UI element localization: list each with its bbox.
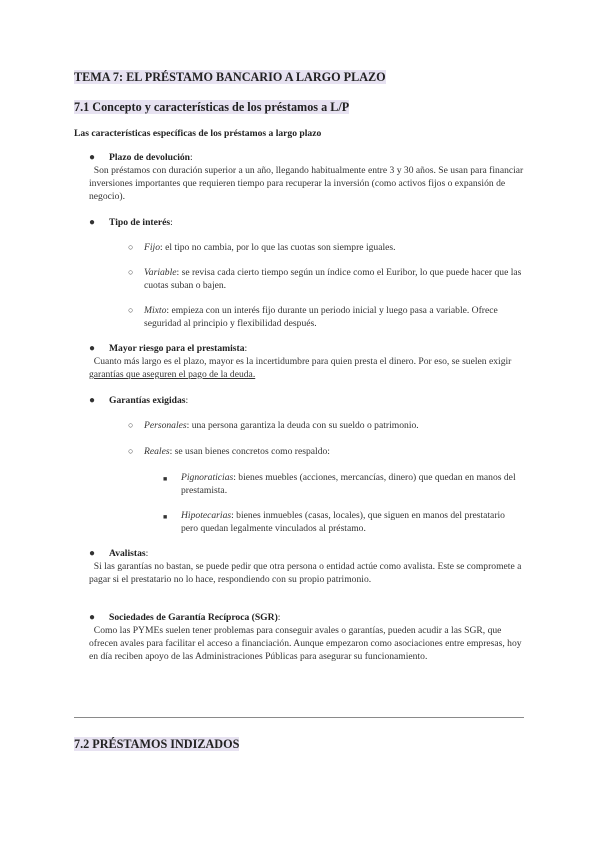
mixto-line <box>128 304 528 330</box>
interes-title: Tipo de interés <box>109 217 171 228</box>
bullet-circle-icon: ○ <box>128 420 134 430</box>
sub-fijo <box>128 241 528 254</box>
bullet-disc-icon: ● <box>89 343 96 354</box>
avalistas-desc <box>89 560 524 586</box>
personales-line <box>128 419 528 432</box>
sgr-desc-text: Como las PYMEs suelen tener problemas para conseguir avales o garantías, pueden acudir a las SGR, que ofrecen avales para facilitar el acceso a financiación. Aunque empezaron como asociaciones entre empresas, hoy en día reciben apoyo de las Administraciones Públicas para asegurar su funcionamiento. <box>89 625 522 662</box>
section-highlight: 7.1 Concepto y características de los préstamos a L/P <box>74 100 350 114</box>
bullet-interes <box>89 216 524 229</box>
hipotecarias-text: : bienes inmuebles (casas, locales), que siguen en manos del prestatario pero quedan legalmente vinculados al préstamo. <box>181 510 505 534</box>
plazo-colon: : <box>190 152 193 163</box>
hipotecarias-term: Hipotecarias <box>181 510 232 521</box>
section-heading-7-1 <box>74 100 349 115</box>
bullet-garantias <box>89 394 524 407</box>
hipotecarias-line <box>163 509 523 535</box>
intro-heading: Las características específicas de los préstamos a largo plazo <box>74 128 322 139</box>
sgr-desc <box>89 624 524 663</box>
variable-text: : se revisa cada cierto tiempo según un índice como el Euribor, lo que puede hacer que las cuotas suban o bajen. <box>144 267 522 291</box>
sgr-title: Sociedades de Garantía Recíproca (SGR) <box>109 612 278 623</box>
bullet-disc-icon: ● <box>89 152 96 163</box>
garantias-title: Garantías exigidas <box>109 395 186 406</box>
sgr-title-line <box>89 611 524 624</box>
avalistas-colon: : <box>145 548 149 559</box>
bullet-disc-icon: ● <box>89 395 96 406</box>
fijo-text: : el tipo no cambia, por lo que las cuotas son siempre iguales. <box>160 242 396 253</box>
riesgo-colon: : <box>244 343 248 354</box>
bullet-circle-icon: ○ <box>128 242 134 252</box>
page-title <box>74 70 386 85</box>
bullet-disc-icon: ● <box>89 217 96 228</box>
variable-line <box>128 266 528 292</box>
sub-mixto <box>128 304 528 330</box>
bullet-avalistas <box>89 547 524 586</box>
bullet-circle-icon: ○ <box>128 305 134 315</box>
bullet-plazo <box>89 151 524 203</box>
plazo-desc <box>89 164 524 203</box>
title-highlight: TEMA 7: EL PRÉSTAMO BANCARIO A LARGO PLAZO <box>74 70 386 84</box>
riesgo-title: Mayor riesgo para el prestamista <box>109 343 245 354</box>
bullet-circle-icon: ○ <box>128 446 134 456</box>
pignoraticias-line <box>163 471 523 497</box>
sub-personales <box>128 419 528 432</box>
garantias-colon: : <box>185 395 189 406</box>
fijo-term: Fijo <box>144 242 160 253</box>
riesgo-underlined: garantías que aseguren el pago de la deuda. <box>89 369 256 380</box>
sub-hipotecarias <box>163 509 523 535</box>
riesgo-desc <box>89 355 524 381</box>
bullet-circle-icon: ○ <box>128 267 134 277</box>
variable-term: Variable <box>144 267 177 278</box>
bullet-square-icon: ■ <box>163 475 168 483</box>
sub-pignoraticias <box>163 471 523 497</box>
section-highlight: 7.2 PRÉSTAMOS INDIZADOS <box>74 737 240 751</box>
sgr-colon: : <box>277 612 281 623</box>
reales-term: Reales <box>144 446 170 457</box>
bullet-square-icon: ■ <box>163 513 168 521</box>
pignoraticias-text: : bienes muebles (acciones, mercancías, dinero) que quedan en manos del prestamista. <box>181 472 516 496</box>
fijo-line <box>128 241 528 254</box>
avalistas-title: Avalistas <box>109 548 146 559</box>
mixto-term: Mixto <box>144 305 167 316</box>
riesgo-desc-text: Cuanto más largo es el plazo, mayor es la incertidumbre para quien presta el dinero. Por eso, se suelen exigir <box>93 356 512 367</box>
plazo-desc-text: Son préstamos con duración superior a un año, llegando habitualmente entre 3 y 30 años. Se usan para financiar inversiones importantes que requieren tiempo para recuperar la inversión (como activos fijos o expansión de negocio). <box>89 165 524 202</box>
avalistas-title-line <box>89 547 524 560</box>
mixto-text: : empieza con un interés fijo durante un periodo inicial y luego pasa a variable. Ofrece seguridad al principio y flexibilidad después. <box>144 305 498 329</box>
interes-title-line <box>89 216 524 229</box>
avalistas-desc-text: Si las garantías no bastan, se puede pedir que otra persona o entidad actúe como avalista. Este se compromete a pagar si el prestatario no lo hace, respondiendo con su propio patrimonio. <box>89 561 522 585</box>
section-heading-7-2 <box>74 737 239 752</box>
reales-line <box>128 445 528 458</box>
riesgo-title-line <box>89 342 524 355</box>
plazo-title: Plazo de devolución <box>109 152 191 163</box>
bullet-sgr <box>89 611 524 663</box>
bullet-riesgo <box>89 342 524 381</box>
plazo-title-line <box>89 151 524 164</box>
sub-variable <box>128 266 528 292</box>
personales-text: : una persona garantiza la deuda con su sueldo o patrimonio. <box>186 420 419 431</box>
garantias-title-line <box>89 394 524 407</box>
reales-text: : se usan bienes concretos como respaldo: <box>169 446 330 457</box>
interes-colon: : <box>170 217 173 228</box>
horizontal-divider <box>74 717 524 718</box>
bullet-disc-icon: ● <box>89 612 96 623</box>
bullet-disc-icon: ● <box>89 548 96 559</box>
pignoraticias-term: Pignoraticias <box>181 472 234 483</box>
sub-reales <box>128 445 528 458</box>
personales-term: Personales <box>144 420 187 431</box>
